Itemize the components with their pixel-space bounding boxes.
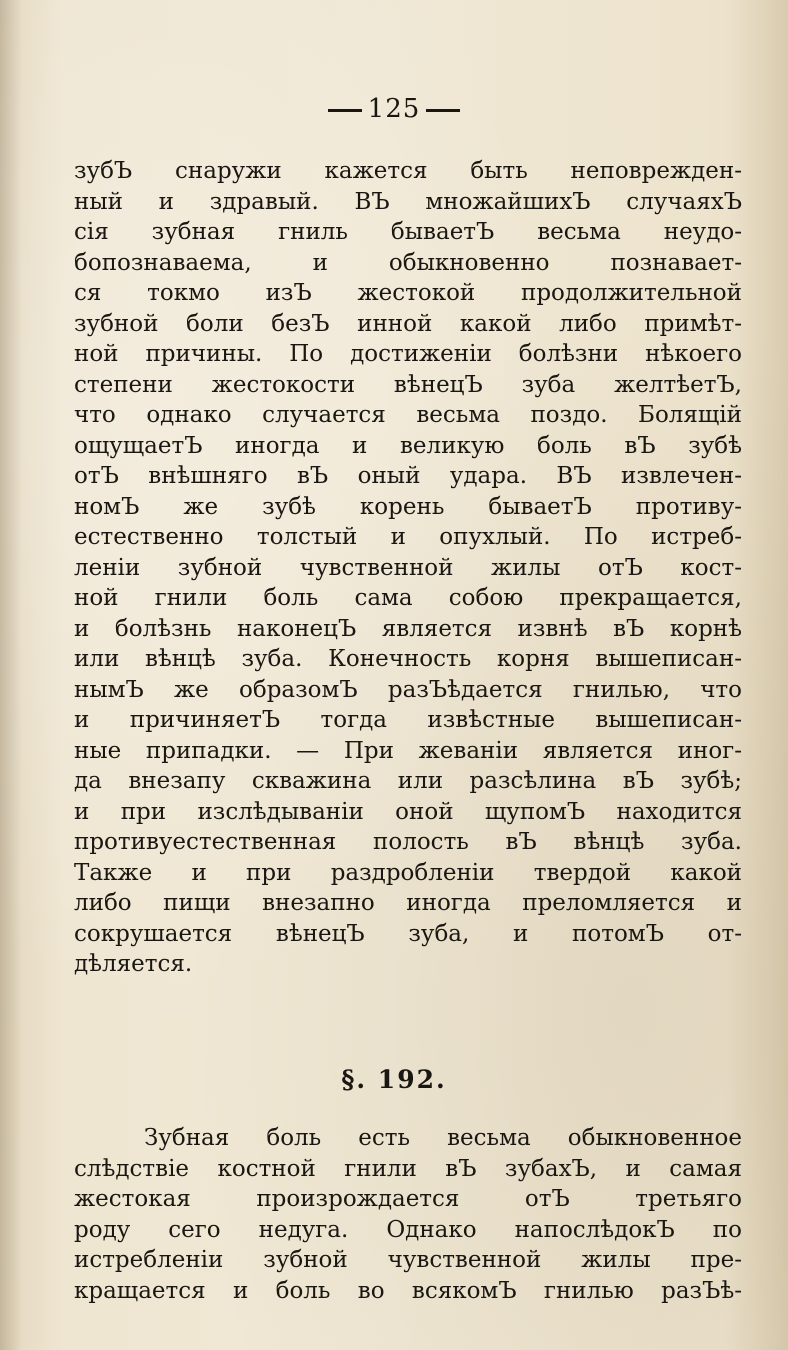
text-line: ощущаетЪ иногда и великую боль вЪ зубѣ [74,432,742,459]
text-line: кращается и боль во всякомЪ гнилью разЪѣ- [74,1277,742,1304]
binding-shadow [0,0,22,1350]
text-line: отЪ внѣшняго вЪ оный удара. ВЪ извлечен- [74,463,742,489]
text-line: сокрушается вѣнецЪ зуба, и потомЪ от- [74,920,742,947]
text-line: зубной боли безЪ инной какой либо примѣт- [74,310,742,337]
page-number-dash-left [328,109,362,112]
text-line: ный и здравый. ВЪ множайшихЪ случаяхЪ [74,188,742,215]
text-line: Также и при раздробленіи твердой какой [74,859,742,886]
text-line: бопознаваема, и обыкновенно познавает- [74,249,742,276]
text-line: что однако случается весьма поздо. Болящій [74,402,742,428]
text-line: ной причины. По достиженіи болѣзни нѣкоего [74,341,742,367]
text-line: зубЪ снаружи кажется быть неповрежден- [74,158,742,184]
page-number-value: 125 [367,94,421,124]
text-line: роду сего недуга. Однако напослѣдокЪ по [74,1216,742,1243]
text-line: Зубная боль есть весьма обыкновенное [144,1125,742,1151]
text-line: номЪ же зубѣ корень бываетЪ противу- [74,493,742,520]
section-title: §. 192. [341,1065,447,1094]
text-line: леніи зубной чувственной жилы отЪ кост- [74,554,742,581]
text-line: ся токмо изЪ жестокой продолжительной [74,280,742,306]
paragraph-2 [74,1123,742,1306]
text-line: естественно толстый и опухлый. По истреб- [74,524,742,550]
text-line: слѣдствіе костной гнили вЪ зубахЪ, и самая [74,1155,742,1182]
text-line: да внезапу скважина или разсѣлина вЪ зубѣ; [74,768,742,794]
text-line: ной гнили боль сама собою прекращается, [74,585,742,611]
text-line: и при изслѣдываніи оной щупомЪ находится [74,798,742,825]
text-line: жестокая произрождается отЪ третьяго [74,1186,742,1212]
text-line: степени жестокости вѣнецЪ зуба желтѣетЪ, [74,371,742,398]
text-line: сія зубная гниль бываетЪ весьма неудо- [74,219,742,245]
text-line: противуестественная полость вЪ вѣнцѣ зуба. [74,829,742,855]
text-line: дѣляется. [74,951,193,977]
paragraph-1 [74,156,742,980]
text-line: или вѣнцѣ зуба. Конечность корня вышеписан- [74,646,742,672]
text-line: либо пищи внезапно иногда преломляется и [74,890,742,916]
text-line: и болѣзнь наконецЪ является извнѣ вЪ корнѣ [74,615,742,642]
text-line: нымЪ же образомЪ разЪѣдается гнилью, что [74,676,742,703]
text-line: истребленіи зубной чувственной жилы пре- [74,1247,742,1273]
page-number [0,94,788,124]
text-line: ные припадки. — При жеваніи является иног- [74,737,742,764]
page-number-dash-right [426,109,460,112]
text-line: и причиняетЪ тогда извѣстные вышеписан- [74,707,742,733]
